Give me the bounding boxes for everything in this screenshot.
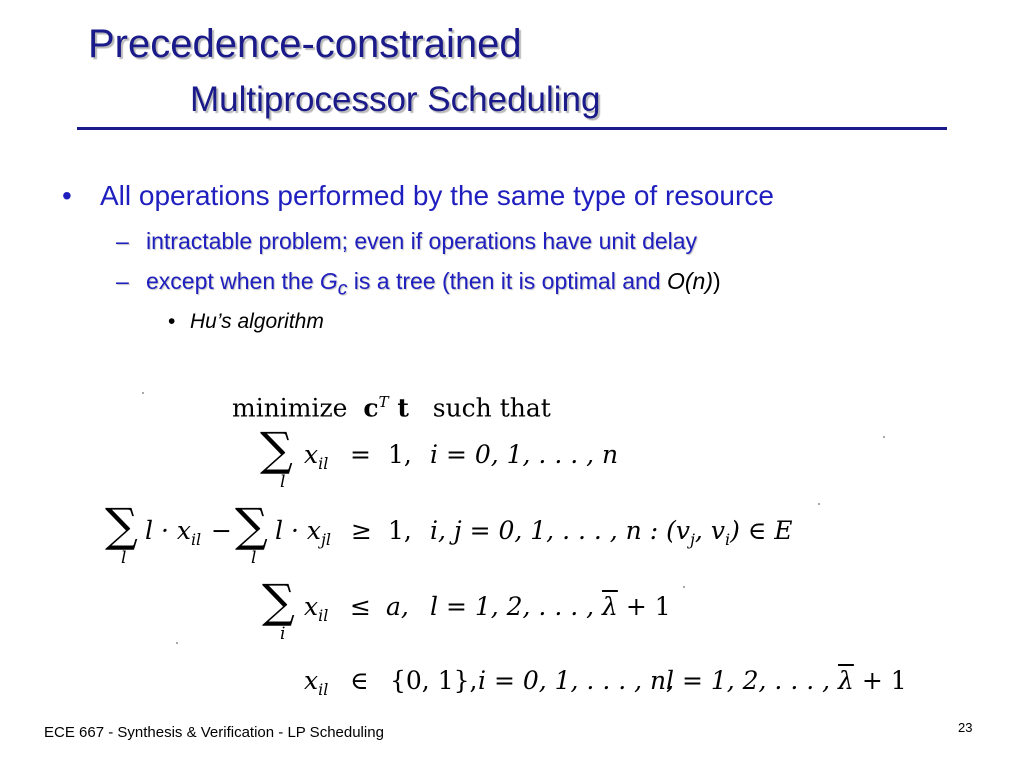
bullet-level3-text: Hu’s algorithm <box>190 310 324 333</box>
scan-speck <box>818 503 820 505</box>
scan-speck <box>883 436 885 438</box>
constraint-precedence: ∑ l $l \cdot x_{il}$ − ∑ l $l \cdot x_{jl}$ ≥ 1, i, j = 0, 1, . . . , n : ($v_j$, $v_i$) ∈ E <box>105 498 793 568</box>
constraint-resource: ∑ i $x_{il}$ ≤ a, l = 1, 2, . . . , $\overline{\lambda} + 1$ <box>262 574 671 644</box>
scan-speck <box>142 392 144 394</box>
bullet-level2-text: except when the $G_c$ is a tree (then it is optimal and O(n)) <box>146 268 721 300</box>
footer-text: ECE 667 - Synthesis & Verification - LP Scheduling <box>44 724 384 741</box>
sigma-icon: ∑ <box>262 574 295 628</box>
sigma-icon: ∑ <box>235 498 268 552</box>
bullet-dash-icon: – <box>116 228 129 254</box>
bullet-dot-icon: • <box>62 180 72 211</box>
sigma-icon: ∑ <box>260 422 293 476</box>
constraint-assign: ∑ l $x_{il}$ = 1, i = 0, 1, . . . , n <box>260 422 619 492</box>
scan-speck <box>683 586 685 588</box>
page-number: 23 <box>958 720 973 735</box>
bullet-level1-text: All operations performed by the same type of resource <box>100 180 774 211</box>
bullet-level2-text: intractable problem; even if operations have unit delay <box>146 228 698 254</box>
slide-title-line2: Multiprocessor Scheduling <box>190 80 601 119</box>
title-underline <box>77 127 947 130</box>
sigma-icon: ∑ <box>105 498 138 552</box>
slide-title-line1: Precedence-constrained <box>88 22 522 66</box>
constraint-binary: $x_{il}$ ∈ {0, 1}, i = 0, 1, . . . , n, l = 1, 2, . . . , $\overline{\lambda} + 1$ <box>304 666 907 699</box>
bullet-dash-icon: – <box>116 268 129 294</box>
objective-line: minimize $c^T$ t such that <box>232 393 551 423</box>
bullet-dot-icon: • <box>168 310 176 333</box>
scan-speck <box>176 642 178 644</box>
